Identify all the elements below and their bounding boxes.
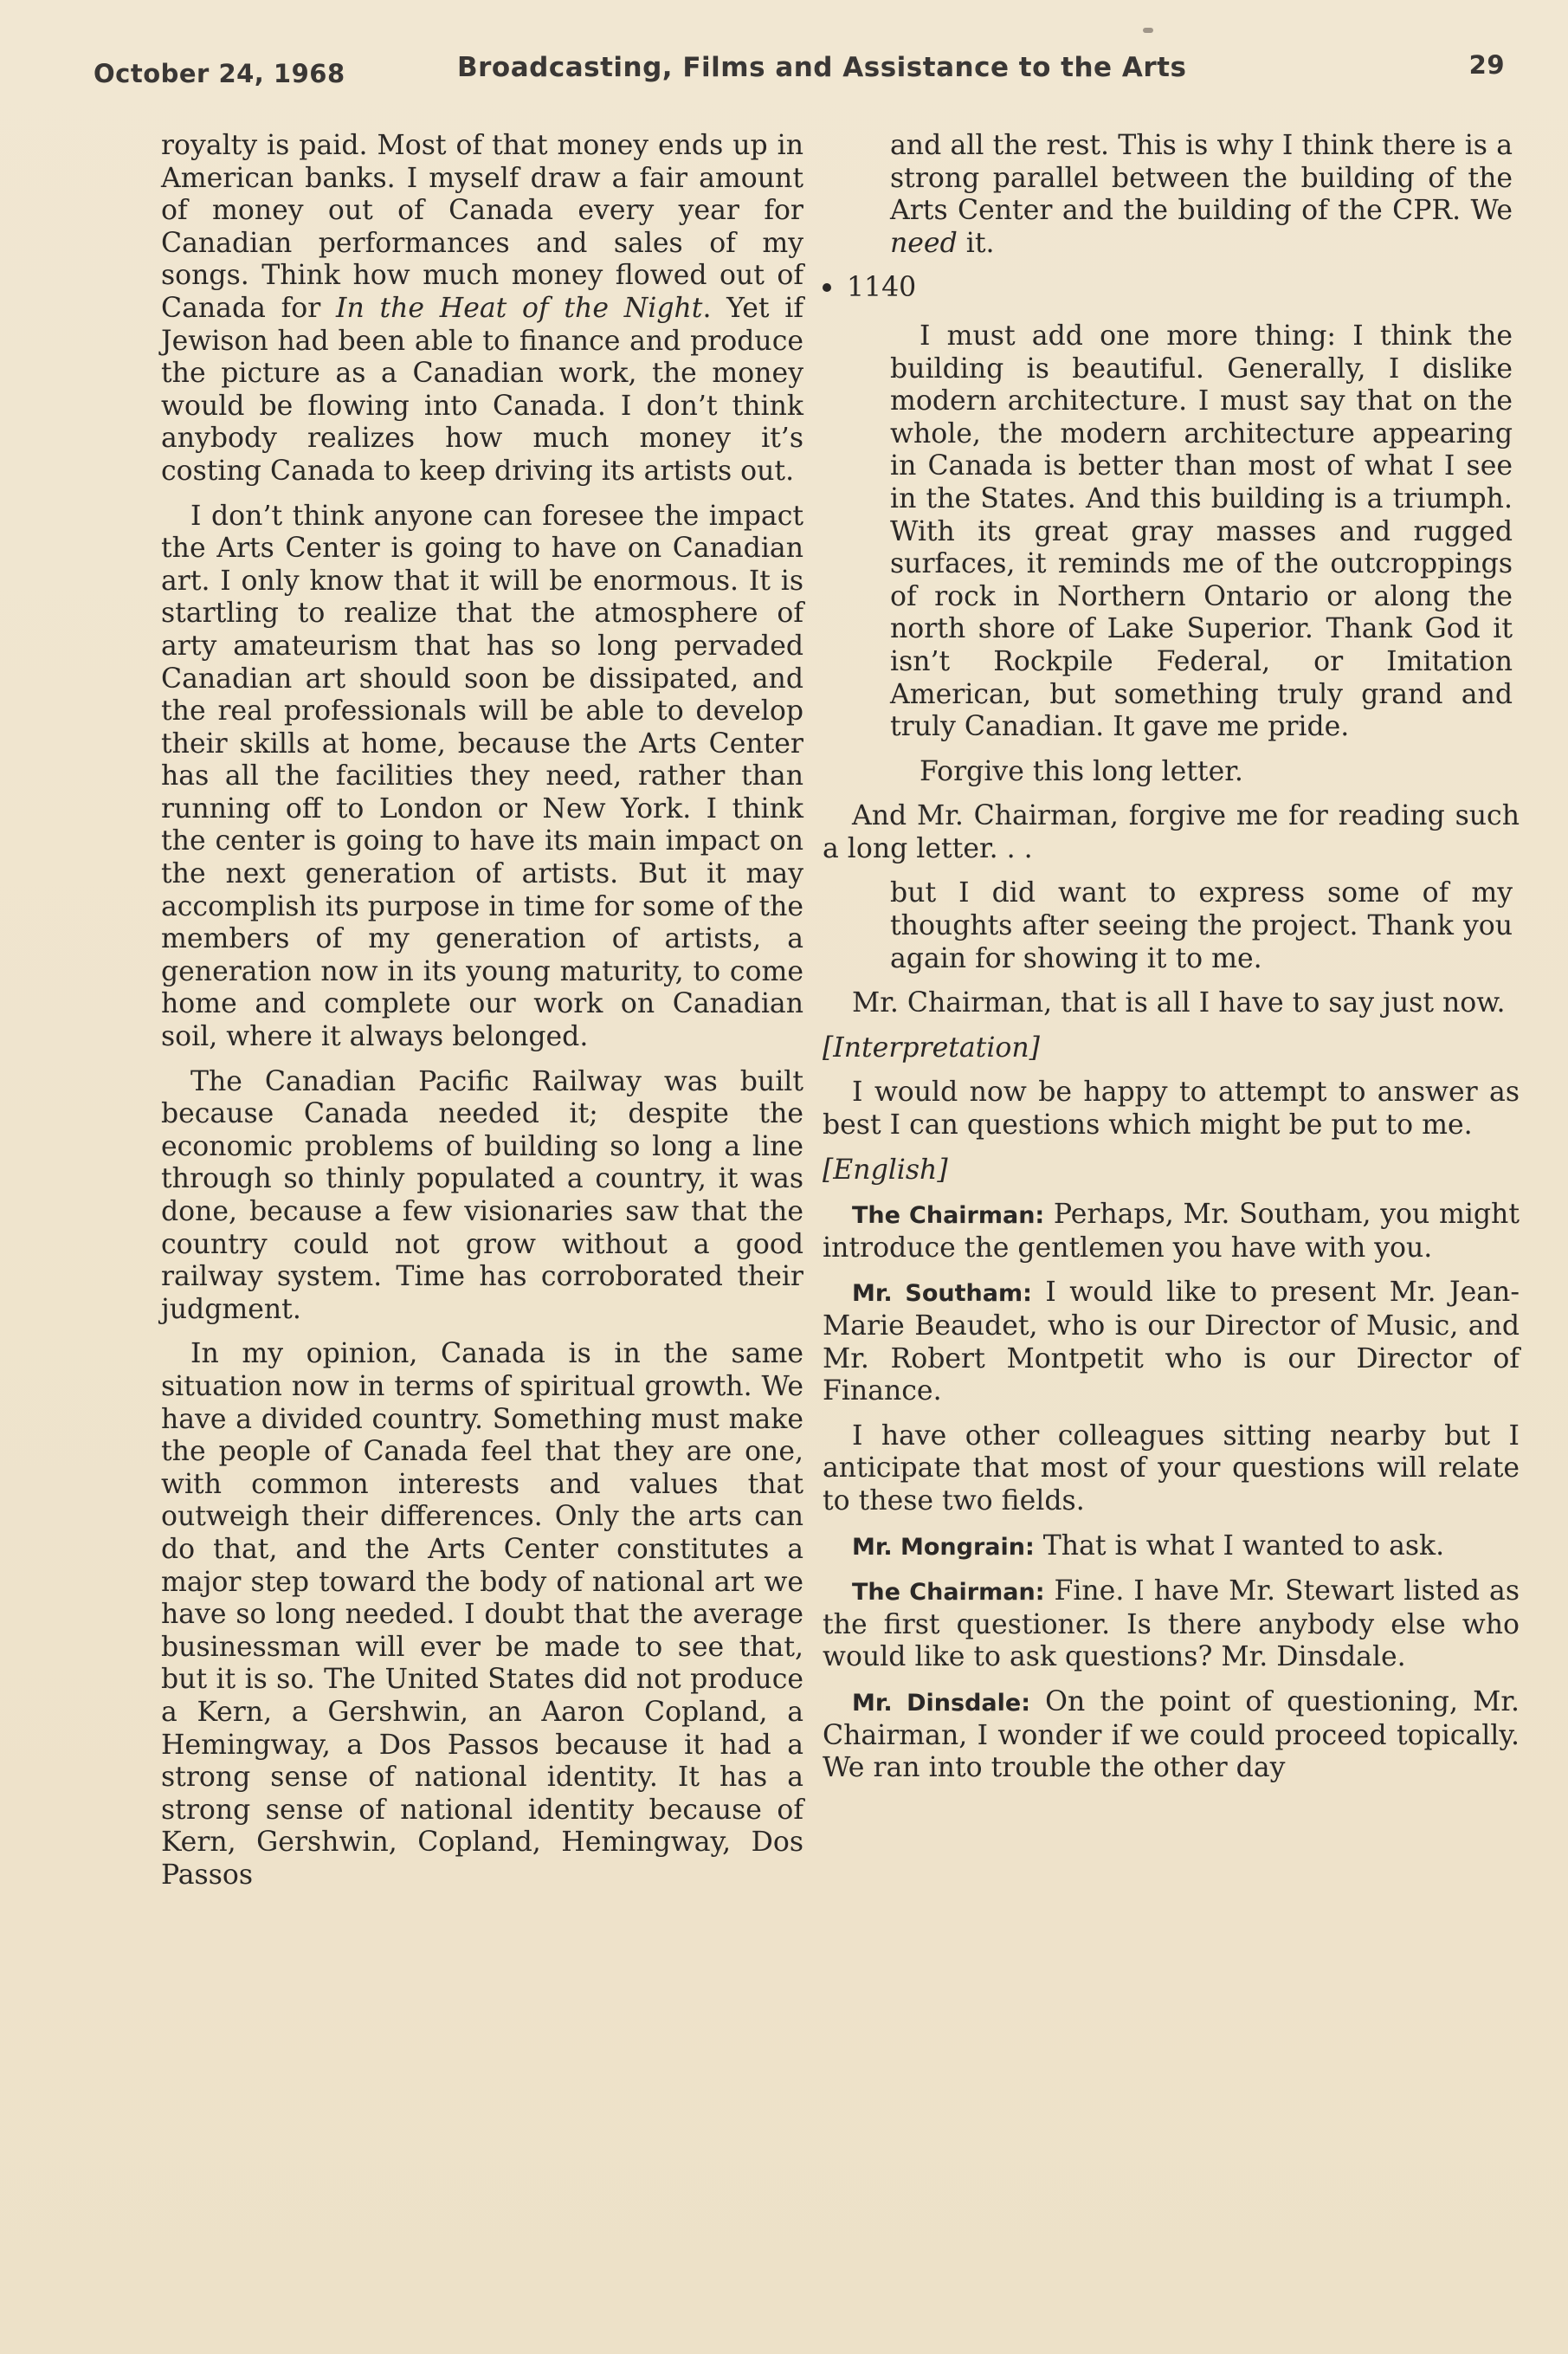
left-column: [161, 130, 803, 1904]
speech-mongrain: [823, 1530, 1520, 1564]
speaker-name: Mr. Dinsdale:: [852, 1689, 1030, 1717]
right-paragraph-7: I would now be happy to attempt to answer as best I can questions which might be put to me.: [823, 1077, 1520, 1141]
left-paragraph-2: I don’t think anyone can foresee the impact the Arts Center is going to have on Canadian art. I only know that it will be enormous. It is startling to realize that the atmosphere of arty amateurism that has so long pervaded Canadian art should soon be dissipated, and the real professionals will be able to develop their skills at home, because the Arts Center has all the facilities they need, rather than running off to London or New York. I think the center is going to have its main impact on the next generation of artists. But it may accomplish its purpose in time for some of the members of my generation of artists, a generation now in its young maturity, to come home and complete our work on Canadian soil, where it always belonged.: [161, 500, 803, 1053]
speech-southam: [823, 1277, 1520, 1407]
ink-speck: [1143, 28, 1153, 33]
right-p1-text-a: and all the rest. This is why I think there is a strong parallel between the building of the Arts Center and the building of the CPR. We: [890, 130, 1513, 227]
time-marker-text: 1140: [847, 272, 917, 304]
header-date: October 24, 1968: [94, 59, 345, 88]
english-label: [823, 1154, 1520, 1187]
speech-text: On the point of questioning, Mr. Chairman, I wonder if we could proceed topically. We ran into trouble the other day: [823, 1685, 1520, 1784]
interpretation-label: [823, 1032, 1520, 1065]
right-paragraph-3: Forgive this long letter.: [920, 755, 1243, 787]
speaker-name: The Chairman:: [852, 1579, 1045, 1607]
page-header: [94, 50, 1505, 88]
left-p1-text-a: royalty is paid. Most of that money ends up in American banks. I myself draw a fair amount of money out of Canada every year for Canadian performances and sales of my songs. Think how much money flowed out of Canada for: [161, 130, 803, 324]
speech-text: Fine. I have Mr. Stewart listed as the first questioner. Is there anybody else who would like to ask questions? Mr. Dinsdale.: [823, 1575, 1520, 1673]
left-paragraph-3: The Canadian Pacific Railway was built because Canada needed it; despite the economic problems of building so long a line through so thinly populated a country, it was done, because a few visionaries saw that the country could not grow without a good railway system. Time has corroborated their judgment.: [161, 1065, 803, 1325]
time-marker: [823, 272, 1520, 305]
speech-text: That is what I wanted to ask.: [1034, 1529, 1445, 1562]
right-paragraph-2: I must add one more thing: I think the building is beautiful. Generally, I dislike modern architecture. I must say that on the whole, the modern architecture appearing in Canada is better than most of what I see in the States. And this building is a triumph. With its great gray masses and rugged surfaces, it reminds me of the outcroppings of rock in Northern Ontario or along the north shore of Lake Superior. Thank God it isn’t Rockpile Federal, or Imitation American, but something truly grand and truly Canadian. It gave me pride.: [890, 320, 1513, 743]
right-paragraph-6: Mr. Chairman, that is all I have to say just now.: [852, 987, 1506, 1019]
emphasis-need: need: [890, 227, 958, 259]
right-column: [823, 130, 1520, 1797]
speaker-name: Mr. Mongrain:: [852, 1533, 1035, 1561]
speaker-name: The Chairman:: [852, 1202, 1045, 1230]
left-p1-text-b: . Yet if Jewison had been able to finance and produce the picture as a Canadian work, the money would be flowing into Canada. I don’t think anybody realizes how much money it’s costing Canada to keep driving its artists out.: [161, 292, 803, 487]
speech-text: Perhaps, Mr. Southam, you might introduce the gentlemen you have with you.: [823, 1199, 1520, 1264]
bullet-icon: [823, 283, 831, 292]
header-title: Broadcasting, Films and Assistance to the Arts: [457, 52, 1187, 83]
speech-dinsdale: [823, 1686, 1520, 1785]
speech-text: I would like to present Mr. Jean-Marie Beaudet, who is our Director of Music, and Mr. Robert Montpetit who is our Director of Finance.: [823, 1277, 1520, 1407]
english-label-text: [English]: [823, 1154, 948, 1186]
right-paragraph-8: I have other colleagues sitting nearby but I anticipate that most of your questions will relate to these two fields.: [823, 1420, 1520, 1517]
speaker-name: Mr. Southam:: [852, 1280, 1032, 1308]
right-p1-text-b: it.: [957, 227, 995, 259]
left-paragraph-1: [161, 130, 803, 488]
left-paragraph-4: In my opinion, Canada is in the same situation now in terms of spiritual growth. We have a divided country. Something must make the people of Canada feel that they are one, with common interests and values that outweigh their differences. Only the arts can do that, and the Arts Center constitutes a major step toward the body of national art we have so long needed. I doubt that the average businessman will ever be made to see that, but it is so. The United States did not produce a Kern, a Gershwin, an Aaron Copland, a Hemingway, a Dos Passos because it had a strong sense of national identity. It has a strong sense of national identity because of Kern, Gershwin, Copland, Hemingway, Dos Passos: [161, 1338, 803, 1891]
interpretation-label-text: [Interpretation]: [823, 1031, 1040, 1064]
right-paragraph-4: And Mr. Chairman, forgive me for reading such a long letter. . .: [823, 800, 1520, 864]
right-paragraph-1: [890, 130, 1513, 260]
header-page-number: 29: [1468, 50, 1505, 80]
speech-chairman-2: [823, 1575, 1520, 1674]
speech-chairman-1: [823, 1199, 1520, 1264]
film-title: In the Heat of the Night: [336, 292, 703, 324]
right-paragraph-5: but I did want to express some of my thoughts after seeing the project. Thank you again for showing it to me.: [890, 877, 1513, 974]
